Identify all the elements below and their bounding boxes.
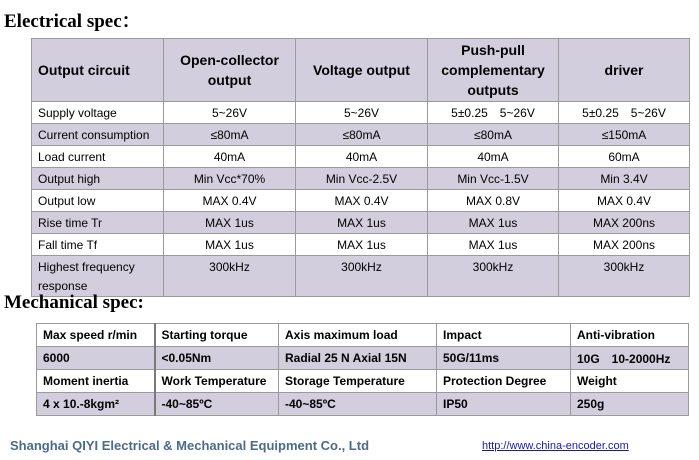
- table-row: [32, 124, 690, 146]
- table-cell: 50G/11ms: [437, 347, 571, 370]
- table-cell: Work Temperature: [155, 370, 279, 393]
- table-cell: MAX 1us: [296, 212, 428, 234]
- table-cell: Max speed r/min: [37, 324, 155, 347]
- row-label: Output low: [32, 190, 164, 212]
- table-cell: ≤80mA: [164, 124, 296, 146]
- header-cell: driver: [559, 39, 690, 102]
- table-cell: IP50: [437, 393, 571, 416]
- table-cell: 5~26V: [296, 102, 428, 124]
- table-row: [37, 324, 689, 347]
- table-cell: MAX 1us: [428, 234, 559, 256]
- table-cell: 300kHz: [296, 256, 428, 297]
- mechanical-spec-table: [36, 323, 689, 416]
- table-cell: Protection Degree: [437, 370, 571, 393]
- table-cell: Min Vcc-1.5V: [428, 168, 559, 190]
- table-cell: Min Vcc*70%: [164, 168, 296, 190]
- company-name: Shanghai QIYI Electrical & Mechanical Equipment Co., Ltd: [10, 438, 370, 453]
- table-cell: Impact: [437, 324, 571, 347]
- table-cell: Moment inertia: [37, 370, 155, 393]
- table-cell: 5~26V: [164, 102, 296, 124]
- table-cell: 300kHz: [428, 256, 559, 297]
- row-label: Supply voltage: [32, 102, 164, 124]
- table-cell: 250g: [571, 393, 689, 416]
- table-cell: ≤80mA: [296, 124, 428, 146]
- table-cell: ≤150mA: [559, 124, 690, 146]
- table-row: [32, 168, 690, 190]
- website-link[interactable]: http://www.china-encoder.com: [482, 440, 629, 452]
- row-label: Output high: [32, 168, 164, 190]
- table-row: [37, 370, 689, 393]
- table-cell: <0.05Nm: [155, 347, 279, 370]
- table-cell: Weight: [571, 370, 689, 393]
- table-cell: MAX 200ns: [559, 212, 690, 234]
- table-cell: MAX 0.4V: [559, 190, 690, 212]
- table-row: [32, 256, 690, 297]
- row-label: Highest frequency response: [32, 256, 164, 297]
- table-cell: 40mA: [164, 146, 296, 168]
- table-cell: MAX 0.4V: [164, 190, 296, 212]
- table-row: [32, 102, 690, 124]
- header-cell: Open-collector output: [164, 39, 296, 102]
- table-cell: MAX 0.8V: [428, 190, 559, 212]
- table-row: [37, 347, 689, 370]
- table-cell: MAX 200ns: [559, 234, 690, 256]
- table-cell: MAX 1us: [164, 234, 296, 256]
- table-row: [32, 234, 690, 256]
- table-cell: 5±0.25 5~26V: [428, 102, 559, 124]
- table-cell: -40~85ºC: [155, 393, 279, 416]
- header-cell: Push-pull complementary outputs: [428, 39, 559, 102]
- row-label: Fall time Tf: [32, 234, 164, 256]
- table-cell: Anti-vibration: [571, 324, 689, 347]
- table-cell: MAX 1us: [428, 212, 559, 234]
- header-cell: Voltage output: [296, 39, 428, 102]
- table-cell: MAX 0.4V: [296, 190, 428, 212]
- table-cell: MAX 1us: [296, 234, 428, 256]
- table-cell: MAX 1us: [164, 212, 296, 234]
- table-header-row: [32, 39, 690, 102]
- table-cell: 300kHz: [164, 256, 296, 297]
- table-cell: 40mA: [428, 146, 559, 168]
- table-cell: 40mA: [296, 146, 428, 168]
- electrical-spec-heading: Electrical spec：: [4, 11, 141, 32]
- electrical-spec-table: [31, 38, 690, 297]
- header-cell: Output circuit: [32, 39, 164, 102]
- table-cell: Axis maximum load: [279, 324, 437, 347]
- table-cell: Min 3.4V: [559, 168, 690, 190]
- table-cell: -40~85ºC: [279, 393, 437, 416]
- table-cell: Storage Temperature: [279, 370, 437, 393]
- table-cell: 60mA: [559, 146, 690, 168]
- table-cell: 300kHz: [559, 256, 690, 297]
- table-cell: 4 x 10.-8kgm²: [37, 393, 155, 416]
- table-cell: Min Vcc-2.5V: [296, 168, 428, 190]
- table-cell: Radial 25 N Axial 15N: [279, 347, 437, 370]
- table-cell: ≤80mA: [428, 124, 559, 146]
- table-cell: Starting torque: [155, 324, 279, 347]
- table-row: [37, 393, 689, 416]
- table-cell: 6000: [37, 347, 155, 370]
- table-row: [32, 190, 690, 212]
- row-label: Current consumption: [32, 124, 164, 146]
- table-cell: 5±0.25 5~26V: [559, 102, 690, 124]
- table-cell: 10G 10-2000Hz: [571, 347, 689, 370]
- row-label: Load current: [32, 146, 164, 168]
- table-row: [32, 146, 690, 168]
- row-label: Rise time Tr: [32, 212, 164, 234]
- mechanical-spec-heading: Mechanical spec:: [4, 292, 144, 313]
- table-row: [32, 212, 690, 234]
